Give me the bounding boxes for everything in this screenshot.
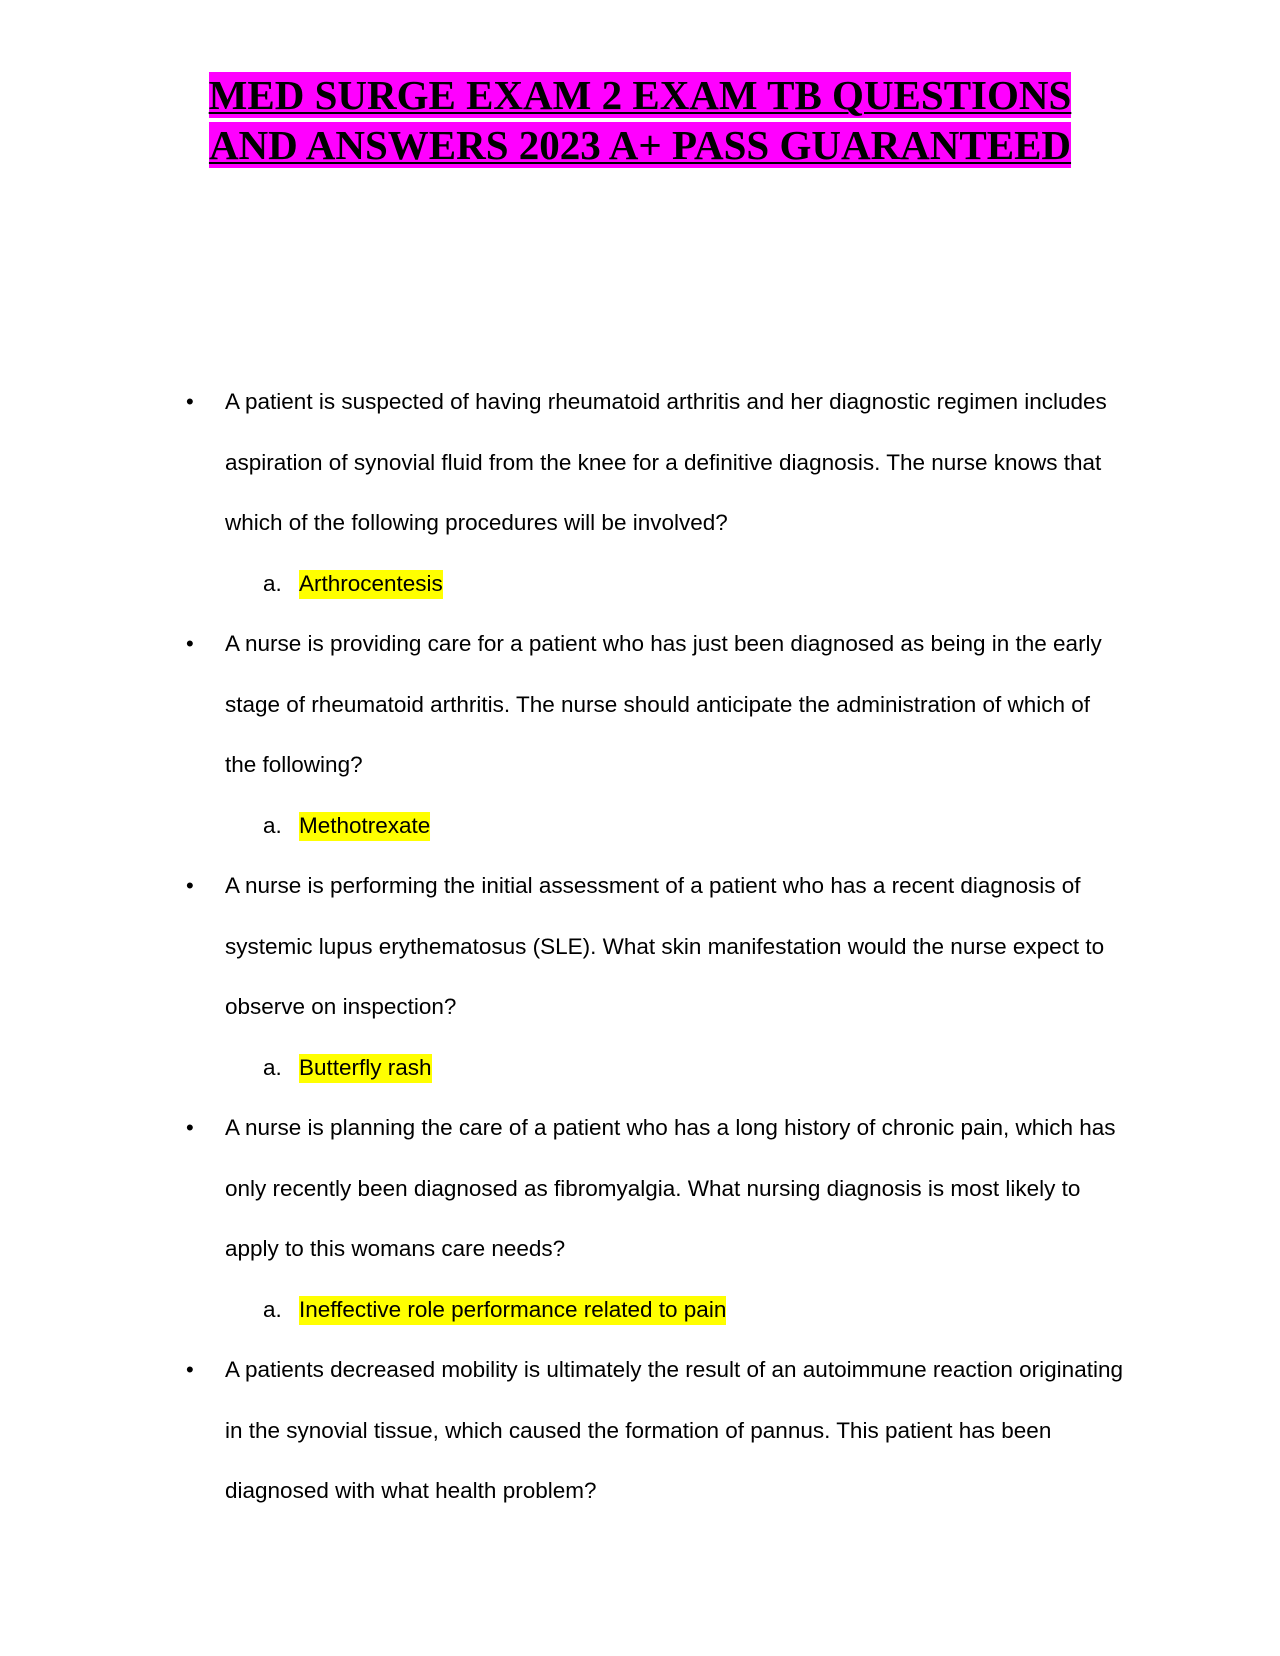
question-list <box>0 372 1280 1522</box>
answer-text-container <box>299 1280 726 1341</box>
answer-text: Butterfly rash <box>299 1054 432 1083</box>
question-item <box>0 614 1280 856</box>
answer-marker: a. <box>263 1054 282 1080</box>
answer-row <box>0 554 1280 615</box>
question-text: A nurse is planning the care of a patient who has a long history of chronic pain, which has only recently been diagnosed as fibromyalgia. What nursing diagnosis is most likely to apply to this womans care needs? <box>225 1115 1116 1261</box>
title-line-1: MED SURGE EXAM 2 EXAM TB QUESTIONS <box>208 72 1072 118</box>
answer-text: Arthrocentesis <box>299 570 443 599</box>
answer-marker: a. <box>263 1296 282 1322</box>
question-text: A nurse is performing the initial assessment of a patient who has a recent diagnosis of systemic lupus erythematosus (SLE). What skin manifestation would the nurse expect to observe on inspection? <box>225 873 1105 1019</box>
bullet-icon: • <box>186 1357 194 1382</box>
answer-text: Ineffective role performance related to pain <box>299 1296 726 1325</box>
answer-text-container <box>299 554 443 615</box>
title-line-2: AND ANSWERS 2023 A+ PASS GUARANTEED <box>208 122 1072 168</box>
question-item <box>0 1098 1280 1340</box>
question-item <box>0 372 1280 614</box>
question-text: A patient is suspected of having rheumatoid arthritis and her diagnostic regimen includes aspiration of synovial fluid from the knee for a definitive diagnosis. The nurse knows that which of the following procedures will be involved? <box>225 389 1107 535</box>
document-title <box>150 70 1130 170</box>
answer-text-container <box>299 1038 432 1099</box>
answer-row <box>0 1038 1280 1099</box>
answer-row <box>0 1280 1280 1341</box>
answer-text-container <box>299 796 430 857</box>
question-item <box>0 856 1280 1098</box>
bullet-icon: • <box>186 631 194 656</box>
answer-row <box>0 796 1280 857</box>
answer-marker: a. <box>263 570 282 596</box>
answer-marker: a. <box>263 812 282 838</box>
bullet-icon: • <box>186 873 194 898</box>
question-text: A patients decreased mobility is ultimately the result of an autoimmune reaction originating in the synovial tissue, which caused the formation of pannus. This patient has been diagnosed with what health problem? <box>225 1357 1123 1503</box>
answer-text: Methotrexate <box>299 812 430 841</box>
question-text: A nurse is providing care for a patient who has just been diagnosed as being in the early stage of rheumatoid arthritis. The nurse should anticipate the administration of which of the following? <box>225 631 1102 777</box>
bullet-icon: • <box>186 1115 194 1140</box>
question-item <box>0 1340 1280 1522</box>
bullet-icon: • <box>186 389 194 414</box>
